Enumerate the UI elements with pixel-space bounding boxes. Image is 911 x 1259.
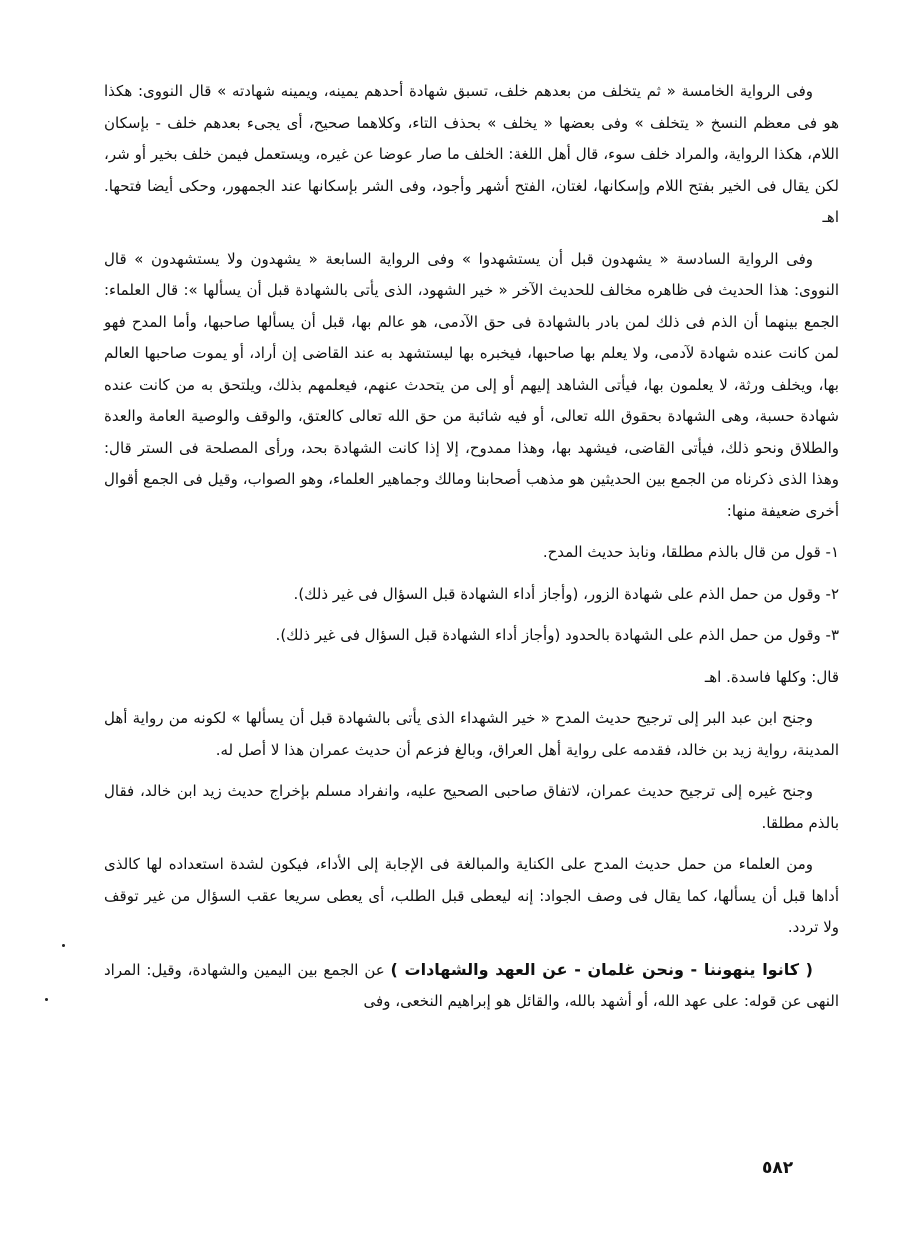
paragraph-scholars-interpretation: ومن العلماء من حمل حديث المدح على الكناية والمبالغة فى الإجابة إلى الأداء، فيكون لشدة استعداده لها كالذى أداها قبل أن يسألها، كما يقال فى وصف الجواد: إنه ليعطى قبل الطلب، أى يعطى سريعا عقب السؤال من غير توقف ولا تردد. [104, 855, 839, 936]
paragraph-hadith-commentary [104, 954, 839, 1018]
list-item-3: ٣- وقول من حمل الذم على الشهادة بالحدود (وأجاز أداء الشهادة قبل السؤال فى غير ذلك). [275, 626, 839, 644]
page-number: ٥٨٢ [762, 1158, 794, 1178]
paragraph-fifth-narration: وفى الرواية الخامسة « ثم يتخلف من بعدهم خلف، تسبق شهادة أحدهم يمينه، ويمينه شهادته » قال النووى: هكذا هو فى معظم النسخ « يتخلف » وفى بعضها « يخلف » بحذف التاء، وكلاهما صحيح، أى يجىء بعدهم خلف - بإسكان اللام، هكذا الرواية، والمراد خلف سوء، قال أهل اللغة: الخلف ما صار عوضا عن غيره، ويستعمل فيمن خلف بخير أو شر، لكن يقال فى الخير بفتح اللام وإسكانها، لغتان، الفتح أشهر وأجود، وفى الشر بإسكانها عند الجمهور، وحكى أيضا فتحها. اهـ [104, 82, 839, 226]
list-item-1: ١- قول من قال بالذم مطلقا، ونابذ حديث المدح. [542, 543, 839, 561]
page-body [104, 76, 839, 1028]
paragraph-sixth-seventh-narration: وفى الرواية السادسة « يشهدون قبل أن يستشهدوا » وفى الرواية السابعة « يشهدون ولا يستشهدون » قال النووى: هذا الحديث فى ظاهره مخالف للحديث الآخر « خير الشهود، الذى يأتى بالشهادة قبل أن يسألها »: قال العلماء: الجمع بينهما أن الذم فى ذلك لمن بادر بالشهادة فى حق الآدمى، هو عالم بها، قبل أن يسألها صاحبها، وأما المدح فهو لمن كانت عنده شهادة لآدمى، ولا يعلم بها صاحبها، فيخبره بها ليستشهد به عند القاضى إن أراد، أو يموت صاحبها العالم بها، ويخلف ورثة، لا يعلمون بها، فيأتى الشاهد إليهم أو إلى من يتحدث عنهم، فيعلمهم بذلك، ويلتحق به من كانت عنده شهادة حسبة، وهى الشهادة بحقوق الله تعالى، أو فيه شائبة من حق الله تعالى كالعتق، والوقف والوصية العامة والعدة والطلاق ونحو ذلك، فيأتى القاضى، فيشهد بها، وهذا ممدوح، إلا إذا كانت الشهادة بحد، ورأى المصلحة فى الستر قال: وهذا الذى ذكرناه من الجمع بين الحديثين هو مذهب أصحابنا ومالك وجماهير العلماء، وهو الصواب، وقيل فى الجمع أقوال أخرى ضعيفة منها: [104, 249, 839, 520]
hadith-quote-heading: ( كانوا ينهوننا - ونحن غلمان - عن العهد والشهادات ) [390, 959, 813, 979]
scan-speck [62, 944, 65, 947]
scan-speck [45, 998, 48, 1001]
conclusion-line: قال: وكلها فاسدة. اهـ [704, 667, 839, 686]
hadith-commentary-text: عن الجمع بين اليمين والشهادة، وقيل: المراد النهى عن قوله: على عهد الله، أو أشهد بالله، والقائل هو إبراهيم النخعى، وفى [104, 960, 839, 1010]
paragraph-others-preference: وجنح غيره إلى ترجيح حديث عمران، لاتفاق صاحبى الصحيح عليه، وانفراد مسلم بإخراج حديث زيد ابن خالد، فقال بالذم مطلقا. [104, 782, 839, 832]
list-item-2: ٢- وقول من حمل الذم على شهادة الزور، (وأجاز أداء الشهادة قبل السؤال فى غير ذلك). [293, 584, 839, 603]
paragraph-ibn-abd-al-barr: وجنح ابن عبد البر إلى ترجيح حديث المدح « خير الشهداء الذى يأتى بالشهادة قبل أن يسألها » لكونه من رواية أهل المدينة، رواية زيد بن خالد، فقدمه على رواية أهل العراق، وبالغ فزعم أن حديث عمران هذا لا أصل له. [104, 709, 839, 759]
